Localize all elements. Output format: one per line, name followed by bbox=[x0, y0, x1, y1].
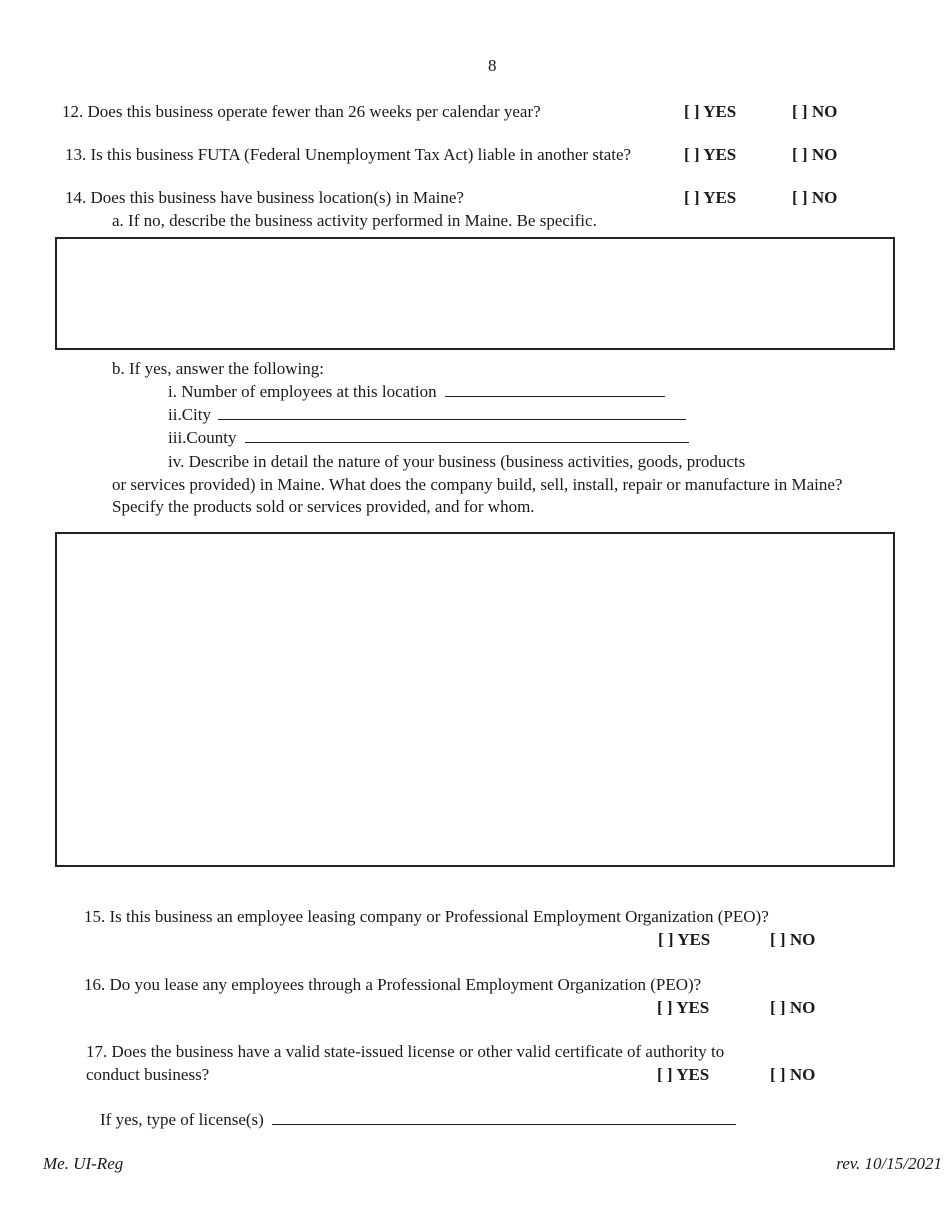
question-16-no-checkbox[interactable]: [ ] NO bbox=[770, 998, 816, 1017]
footer-form-id: Me. UI-Reg bbox=[43, 1154, 124, 1173]
question-16-text: 16. Do you lease any employees through a Professional Employment Organization (PEO)? bbox=[84, 975, 702, 994]
question-14b-i-row bbox=[168, 382, 665, 402]
question-14b-iv-line3: Specify the products sold or services provided, and for whom. bbox=[112, 497, 535, 516]
question-14b-iv-answer-box[interactable] bbox=[55, 532, 895, 867]
question-14b-text: b. If yes, answer the following: bbox=[112, 359, 324, 378]
question-17-line1: 17. Does the business have a valid state-issued license or other valid certificate of authority to bbox=[86, 1042, 725, 1061]
question-16-yes-checkbox[interactable]: [ ] YES bbox=[657, 998, 710, 1017]
license-row bbox=[100, 1110, 736, 1130]
employees-field[interactable] bbox=[445, 382, 665, 397]
question-14b-iii-row bbox=[168, 428, 689, 448]
question-14b-iv-line2: or services provided) in Maine. What does the company build, sell, install, repair or manufacture in Maine? bbox=[112, 475, 843, 494]
page-number: 8 bbox=[488, 56, 497, 75]
question-14a-text: a. If no, describe the business activity performed in Maine. Be specific. bbox=[112, 211, 597, 230]
question-13-text: 13. Is this business FUTA (Federal Unemployment Tax Act) liable in another state? bbox=[65, 145, 632, 164]
question-17-line2: conduct business? bbox=[86, 1065, 210, 1084]
question-14b-iv-line1: iv. Describe in detail the nature of your business (business activities, goods, products bbox=[168, 452, 746, 471]
question-13-no-checkbox[interactable]: [ ] NO bbox=[792, 145, 838, 164]
question-17-yes-checkbox[interactable]: [ ] YES bbox=[657, 1065, 710, 1084]
city-field[interactable] bbox=[218, 405, 686, 420]
footer-revision: rev. 10/15/2021 bbox=[836, 1154, 942, 1173]
question-13-yes-checkbox[interactable]: [ ] YES bbox=[684, 145, 737, 164]
question-15-no-checkbox[interactable]: [ ] NO bbox=[770, 930, 816, 949]
employees-label: i. Number of employees at this location bbox=[168, 382, 437, 401]
question-15-yes-checkbox[interactable]: [ ] YES bbox=[658, 930, 711, 949]
question-14a-answer-box[interactable] bbox=[55, 237, 895, 350]
question-15-text: 15. Is this business an employee leasing company or Professional Employment Organization (PEO)? bbox=[84, 907, 769, 926]
county-field[interactable] bbox=[245, 428, 689, 443]
question-17-no-checkbox[interactable]: [ ] NO bbox=[770, 1065, 816, 1084]
question-12-no-checkbox[interactable]: [ ] NO bbox=[792, 102, 838, 121]
license-label: If yes, type of license(s) bbox=[100, 1110, 264, 1129]
question-12-text: 12. Does this business operate fewer than 26 weeks per calendar year? bbox=[62, 102, 541, 121]
question-14-yes-checkbox[interactable]: [ ] YES bbox=[684, 188, 737, 207]
question-14b-ii-row bbox=[168, 405, 686, 425]
license-type-field[interactable] bbox=[272, 1110, 736, 1125]
question-14-no-checkbox[interactable]: [ ] NO bbox=[792, 188, 838, 207]
question-14-text: 14. Does this business have business location(s) in Maine? bbox=[65, 188, 464, 207]
county-label: iii.County bbox=[168, 428, 237, 447]
question-12-yes-checkbox[interactable]: [ ] YES bbox=[684, 102, 737, 121]
city-label: ii.City bbox=[168, 405, 211, 424]
